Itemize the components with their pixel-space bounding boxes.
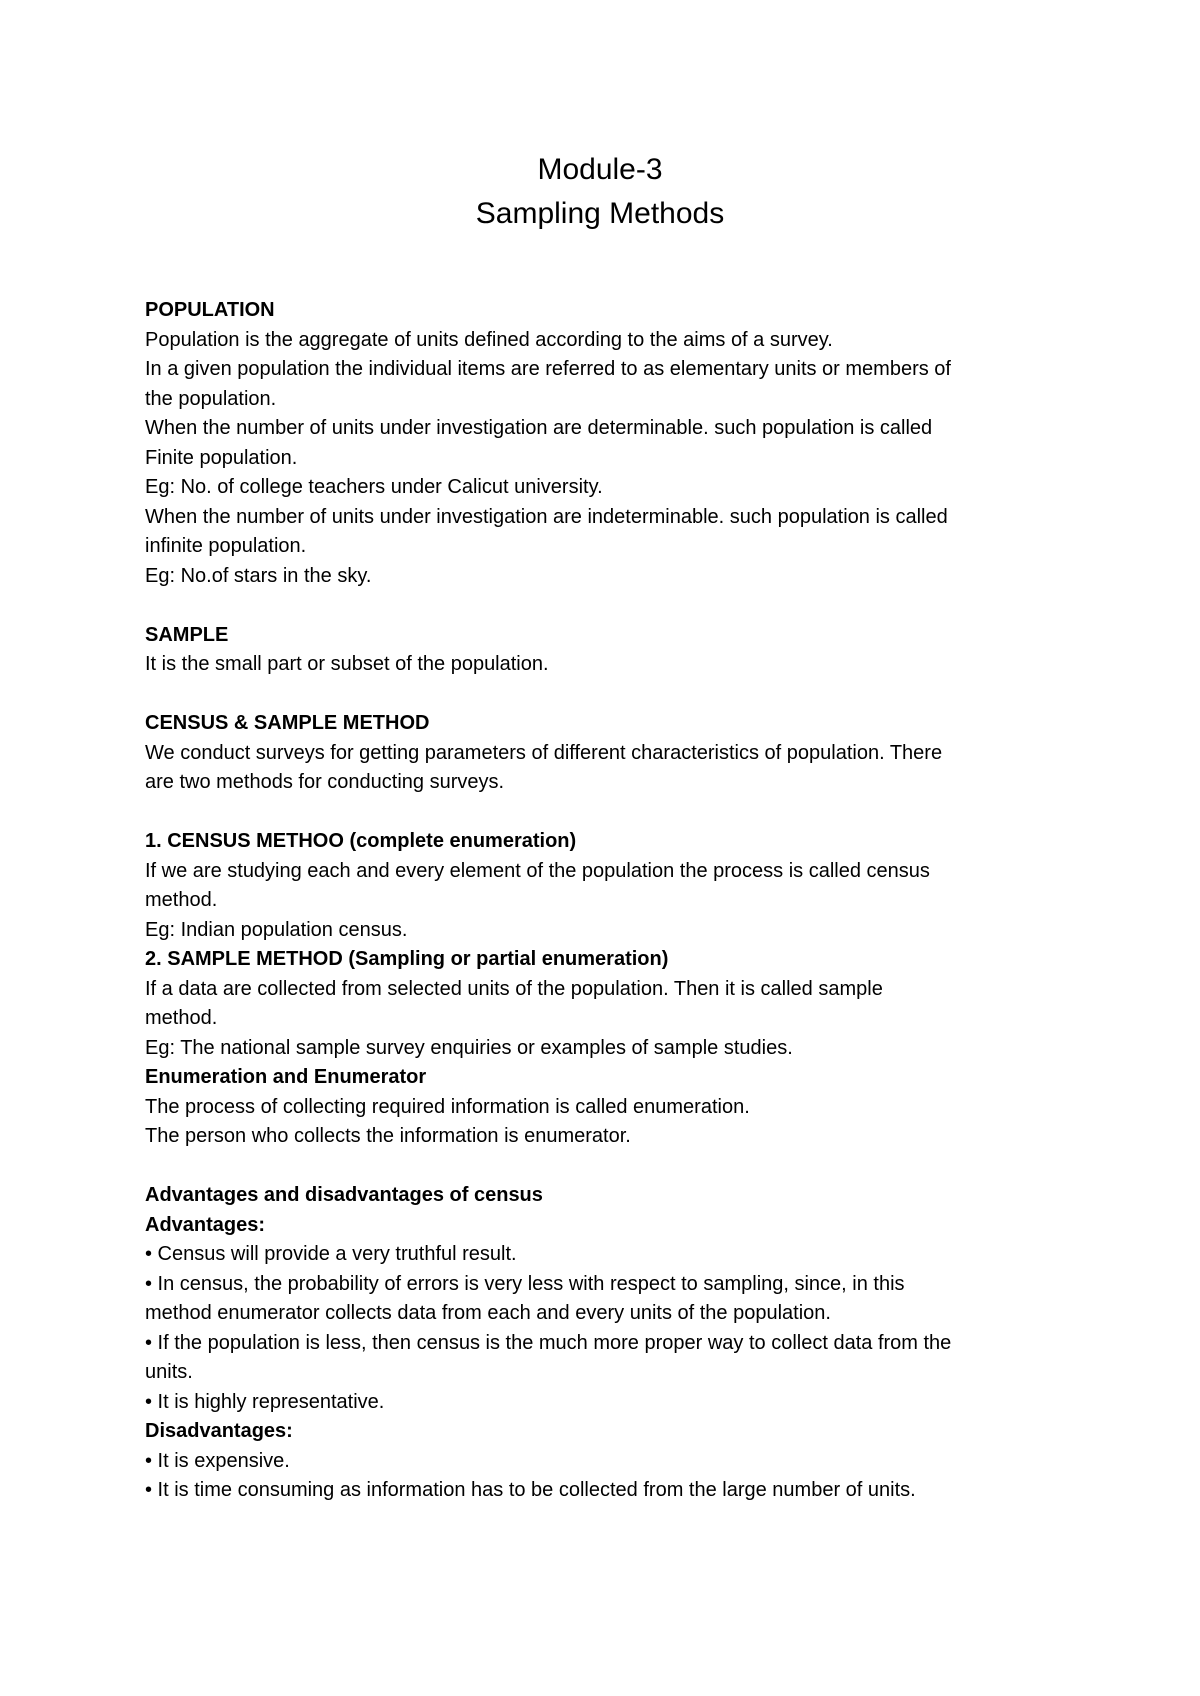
enumeration-heading: Enumeration and Enumerator [145,1066,427,1088]
population-line: When the number of units under investigation are indeterminable. such population is called [145,505,948,528]
advantage-item: • It is highly representative. [145,1390,385,1413]
population-line: the population. [145,387,277,410]
census-method-line: Eg: Indian population census. [145,918,408,941]
population-line: Eg: No. of college teachers under Calicut university. [145,476,603,498]
disadvantage-item: • It is time consuming as information has to be collected from the large number of units. [145,1479,916,1501]
paragraph-gap [145,680,1075,710]
population-line: In a given population the individual items are referred to as elementary units or members of [145,358,951,380]
advantage-item: • In census, the probability of errors is very less with respect to sampling, since, in this [145,1272,905,1295]
census-sample-heading: CENSUS & SAMPLE METHOD [145,712,430,734]
enumeration-line: The person who collects the information is enumerator. [145,1125,631,1147]
advantage-item: • Census will provide a very truthful result. [145,1243,517,1265]
enumeration-line: The process of collecting required information is called enumeration. [145,1095,750,1118]
population-line: Population is the aggregate of units defined according to the aims of a survey. [145,328,833,351]
census-method-heading: 1. CENSUS METHOO (complete enumeration) [145,830,577,852]
paragraph-gap [145,1152,1075,1182]
sample-method-heading: 2. SAMPLE METHOD (Sampling or partial enumeration) [145,948,669,970]
adv-disadv-heading: Advantages and disadvantages of census [145,1184,543,1206]
document-body [145,296,1075,1506]
sample-method-line: Eg: The national sample survey enquiries or examples of sample studies. [145,1036,793,1059]
disadvantages-heading: Disadvantages: [145,1420,293,1442]
module-title: Module-3 [537,153,663,186]
census-method-line: If we are studying each and every element of the population the process is called census [145,859,930,882]
sample-method-line: If a data are collected from selected units of the population. Then it is called sample [145,977,883,1000]
advantages-heading: Advantages: [145,1213,266,1236]
census-sample-line: We conduct surveys for getting parameters of different characteristics of population. There [145,741,943,764]
population-line: Eg: No.of stars in the sky. [145,564,372,587]
census-sample-line: are two methods for conducting surveys. [145,771,505,793]
advantage-item: method enumerator collects data from each and every units of the population. [145,1302,831,1324]
advantage-item: • If the population is less, then census is the much more proper way to collect data from the [145,1331,952,1354]
population-line: When the number of units under investigation are determinable. such population is called [145,417,933,439]
population-line: infinite population. [145,535,307,557]
census-method-line: method. [145,889,218,911]
document-title: Sampling Methods [475,197,725,230]
paragraph-gap [145,798,1075,828]
sample-line: It is the small part or subset of the population. [145,653,549,675]
disadvantage-item: • It is expensive. [145,1449,290,1472]
population-line: Finite population. [145,446,298,469]
paragraph-gap [145,591,1075,621]
population-heading: POPULATION [145,299,275,321]
sample-method-line: method. [145,1007,218,1029]
sample-heading: SAMPLE [145,623,229,646]
advantage-item: units. [145,1361,193,1383]
